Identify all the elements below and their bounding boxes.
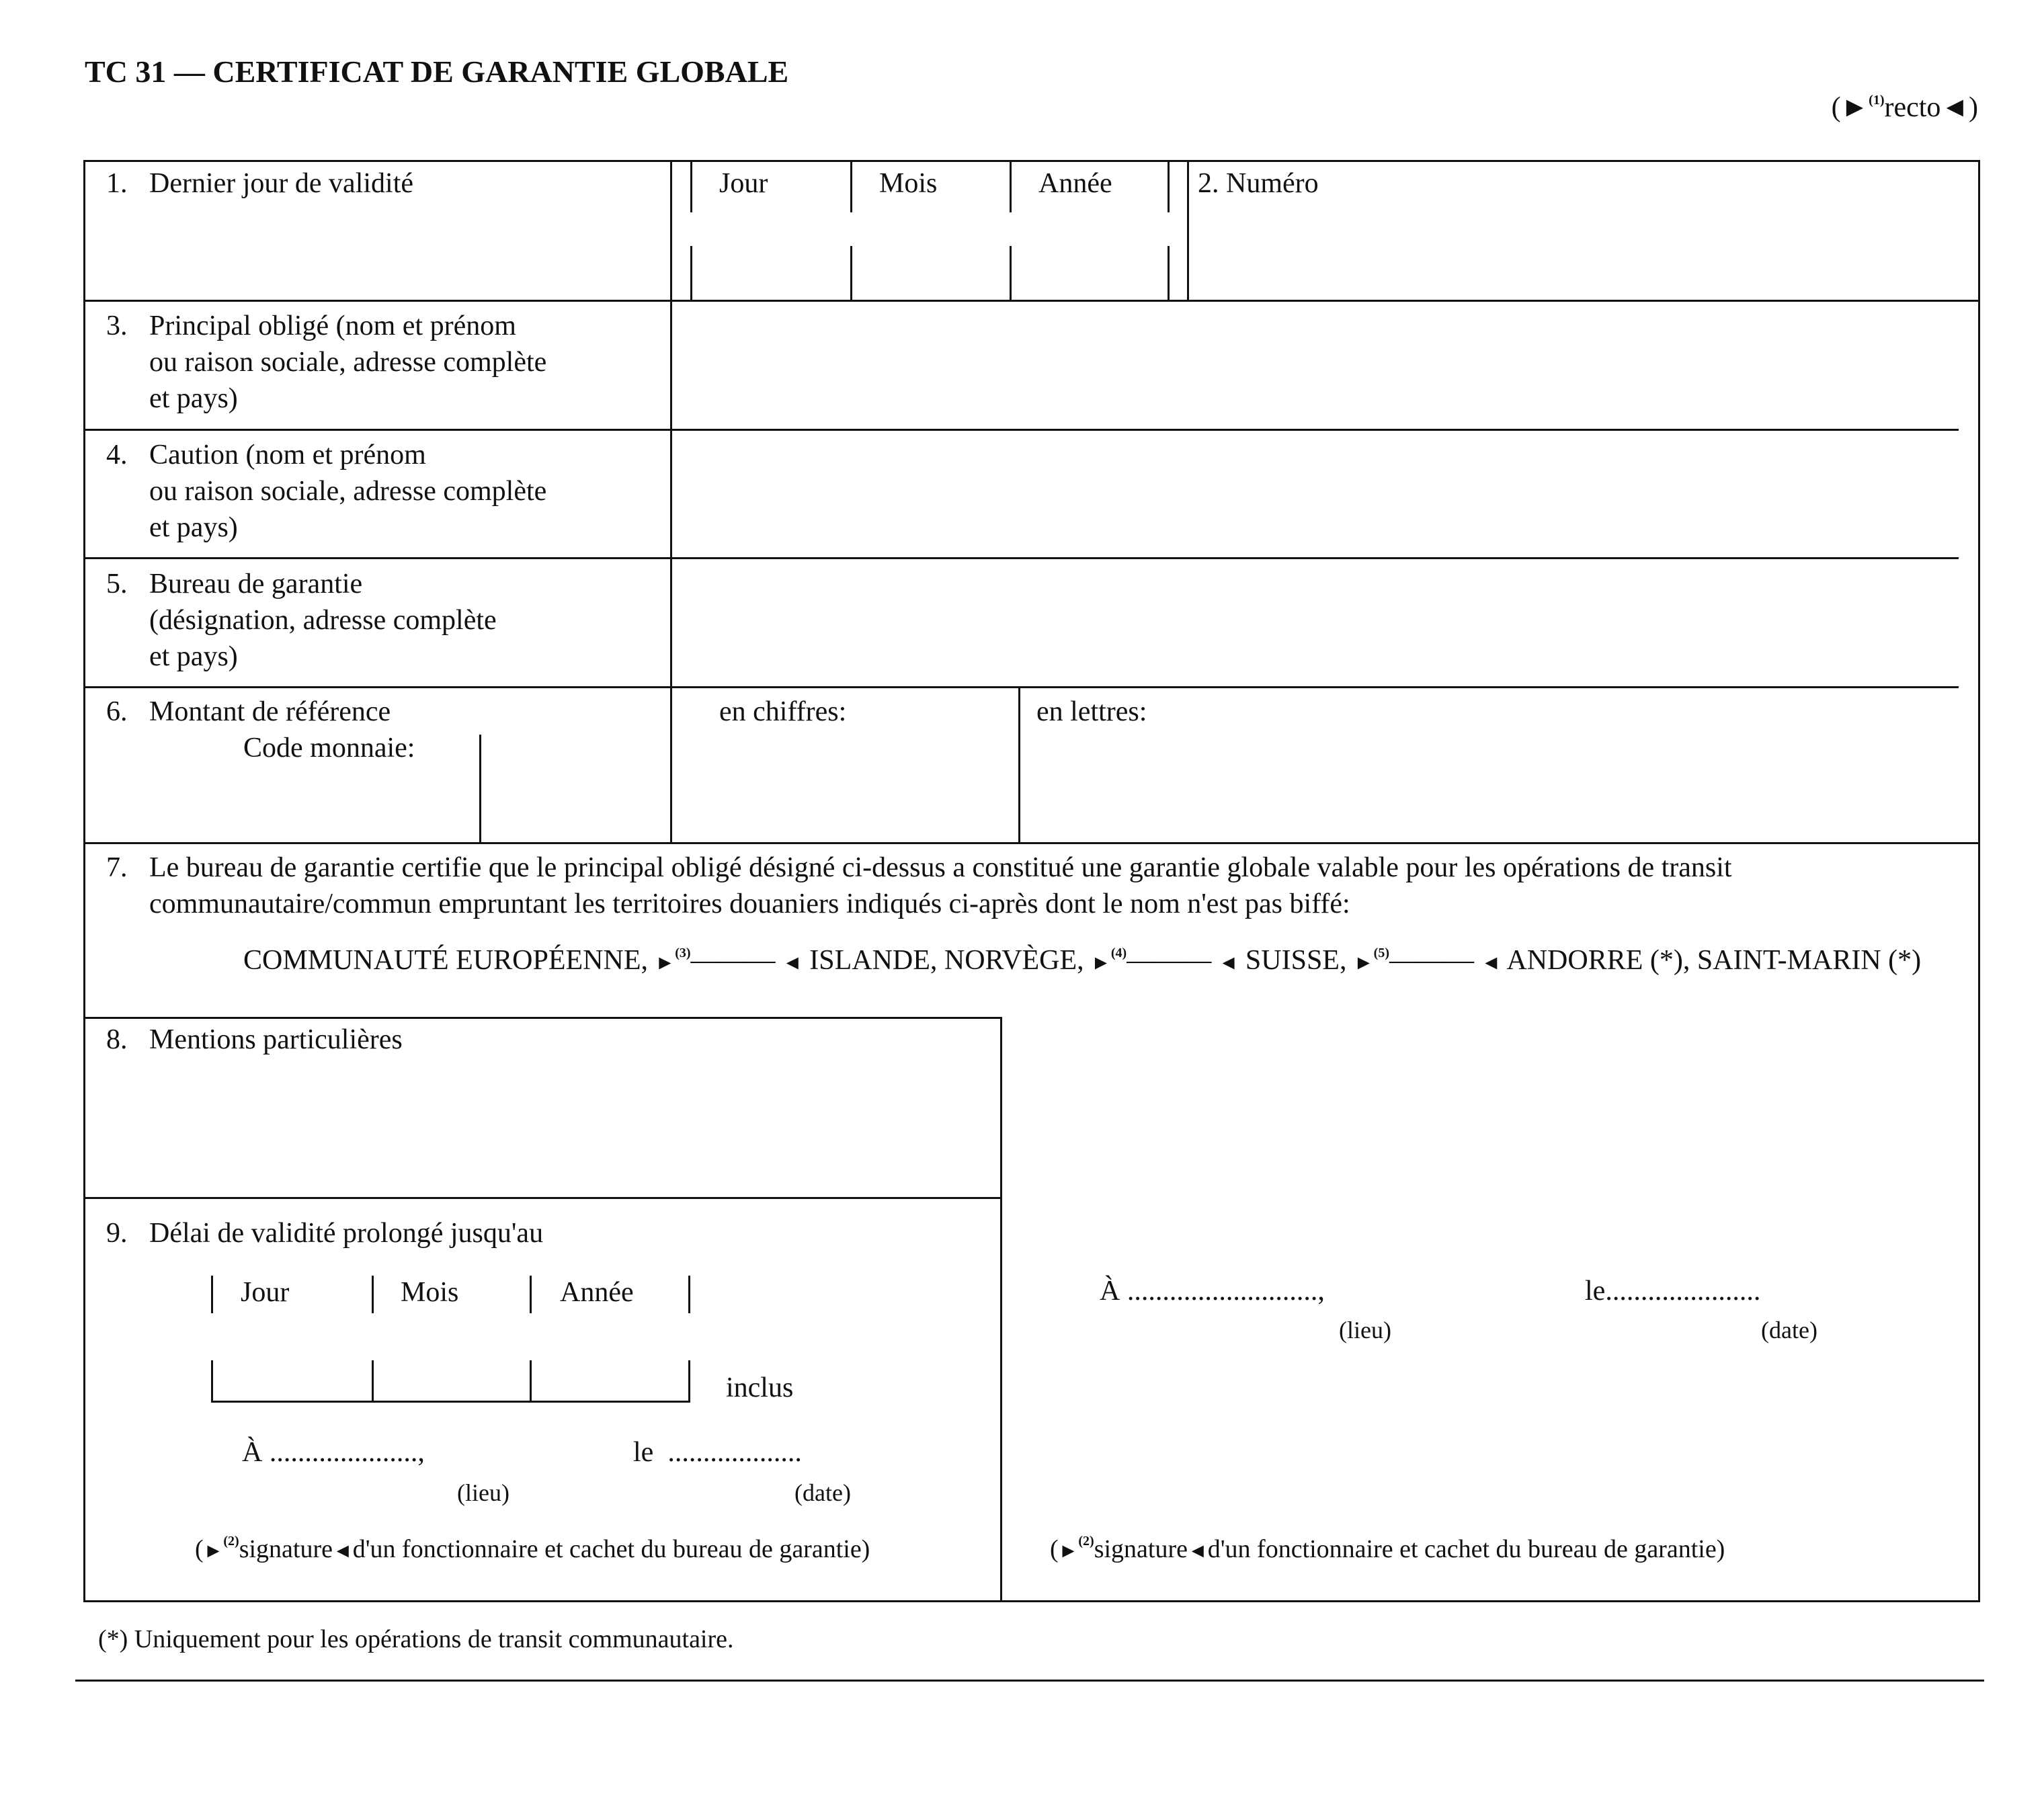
box3-number: 3.	[106, 311, 128, 341]
date-tick	[1168, 246, 1170, 300]
rule-row1-bottom	[83, 300, 1980, 302]
arrow-right-icon: ►	[1058, 1540, 1079, 1562]
box9-date-baseline	[211, 1401, 690, 1403]
date-tick	[850, 246, 852, 300]
arrow-left-icon: ◄	[1218, 952, 1239, 974]
date-tick	[688, 1360, 690, 1402]
box5-line1: Bureau de garantie	[149, 569, 363, 600]
arrow-right-icon: ►	[655, 952, 676, 974]
rule-row5-bottom	[83, 686, 1959, 688]
box1-month-header: Mois	[879, 168, 938, 199]
box1-label: Dernier jour de validité	[149, 168, 414, 199]
box9-date-line	[633, 1434, 802, 1471]
box4-number: 4.	[106, 440, 128, 470]
box6-words-label: en lettres:	[1036, 696, 1147, 727]
right-signature-note: (►$^{(2)}$signature◄d'un fonctionnaire et cachet du bureau de garantie)	[1050, 1534, 1725, 1563]
box4-line1: Caution (nom et prénom	[149, 440, 426, 470]
date-tick	[690, 246, 692, 300]
arrow-right-icon: ►	[1091, 952, 1111, 974]
arrow-left-icon: ◄	[1481, 952, 1502, 974]
right-date-caption: (date)	[1761, 1317, 1817, 1344]
box5-line2: (désignation, adresse complète	[149, 605, 497, 636]
date-tick	[211, 1276, 213, 1313]
arrow-right-icon: ►	[1353, 952, 1374, 974]
box9-place-caption: (lieu)	[457, 1479, 509, 1506]
arrow-left-icon: ◄	[1187, 1540, 1208, 1562]
box9-signature-word: signature	[239, 1535, 333, 1563]
box9-signature-note: (►$^{(2)}$signature◄d'un fonctionnaire et cachet du bureau de garantie)	[195, 1534, 870, 1563]
box9-place-dots: .....................,	[269, 1437, 425, 1468]
arrow-left-icon: ◄	[782, 952, 803, 974]
box3-line2: ou raison sociale, adresse complète	[149, 347, 547, 378]
right-date-dots: ......................	[1605, 1276, 1761, 1307]
rule-box8-bottom	[83, 1197, 1001, 1199]
strike-line: ———	[1389, 945, 1474, 976]
rule-box8-top	[83, 1017, 1001, 1019]
rule-row6-bottom	[83, 842, 1980, 844]
box2-label: 2. Numéro	[1198, 168, 1319, 199]
box1-number: 1.	[106, 168, 128, 199]
right-date-line	[1585, 1273, 1760, 1309]
date-tick	[688, 1276, 690, 1313]
right-date-prefix: le	[1585, 1276, 1606, 1307]
box9-day-header: Jour	[241, 1277, 290, 1308]
recto-text: recto	[1884, 92, 1941, 123]
date-tick	[530, 1360, 532, 1402]
box9-year-header: Année	[560, 1277, 634, 1308]
box6-label: Montant de référence	[149, 696, 391, 727]
box5-number: 5.	[106, 569, 128, 600]
box9-signature-rest: d'un fonctionnaire et cachet du bureau de garantie)	[352, 1535, 870, 1563]
rule-left-column	[670, 160, 672, 842]
date-tick	[1010, 161, 1012, 212]
recto-open: (►	[1831, 92, 1869, 123]
recto-note: (1)	[1869, 93, 1885, 108]
date-tick	[211, 1360, 213, 1402]
recto-label	[1832, 91, 1978, 124]
box4-line3: et pays)	[149, 512, 238, 543]
box9-date-dots: ...................	[667, 1437, 802, 1468]
note-2: (2)	[223, 1534, 239, 1548]
date-tick	[372, 1276, 374, 1313]
box9-date-prefix: le	[633, 1437, 654, 1468]
date-tick	[850, 161, 852, 212]
box8-number: 8.	[106, 1024, 128, 1055]
box5-line3: et pays)	[149, 641, 238, 672]
footnote: (*) Uniquement pour les opérations de transit communautaire.	[98, 1625, 734, 1653]
right-signature-word: signature	[1094, 1535, 1188, 1563]
box9-inclusive: inclus	[726, 1372, 794, 1403]
box8-label: Mentions particulières	[149, 1024, 403, 1055]
box7-line1: Le bureau de garantie certifie que le principal obligé désigné ci-dessus a constitué une garantie globale valable pour les opérations de transit	[149, 852, 1732, 883]
box9-place-line	[242, 1434, 425, 1471]
box7-territories	[243, 942, 1921, 981]
right-place-dots: ...........................,	[1127, 1276, 1325, 1307]
box4-line2: ou raison sociale, adresse complète	[149, 476, 547, 507]
box1-year-header: Année	[1038, 168, 1112, 199]
box9-number: 9.	[106, 1218, 128, 1249]
box9-date-caption: (date)	[794, 1479, 851, 1506]
box1-day-header: Jour	[719, 168, 768, 199]
rule-lower-middle	[1000, 1017, 1002, 1602]
arrow-right-icon: ►	[203, 1540, 224, 1562]
arrow-left-icon: ◄	[332, 1540, 353, 1562]
box9-label: Délai de validité prolongé jusqu'au	[149, 1218, 544, 1249]
box9-month-header: Mois	[401, 1277, 459, 1308]
date-tick	[1010, 246, 1012, 300]
box7-number: 7.	[106, 852, 128, 883]
box3-line1: Principal obligé (nom et prénom	[149, 311, 516, 341]
territory-ec: COMMUNAUTÉ EUROPÉENNE,	[243, 945, 648, 976]
box6-currency-label: Code monnaie:	[243, 733, 415, 763]
strike-line: ———	[1127, 945, 1212, 976]
box6-figures-label: en chiffres:	[719, 696, 847, 727]
strike-line: ———	[690, 945, 776, 976]
note-4: (4)	[1110, 946, 1127, 960]
form-title: TC 31 — CERTIFICAT DE GARANTIE GLOBALE	[85, 54, 789, 89]
right-place-line	[1100, 1273, 1325, 1309]
box6-number: 6.	[106, 696, 128, 727]
right-signature-rest: d'un fonctionnaire et cachet du bureau de garantie)	[1207, 1535, 1725, 1563]
rule-box2-left	[1187, 160, 1189, 300]
territory-andorra-san-marino: ANDORRE (*), SAINT-MARIN (*)	[1506, 945, 1922, 976]
note-3: (3)	[675, 946, 691, 960]
date-tick	[530, 1276, 532, 1313]
date-tick	[690, 161, 692, 212]
date-tick	[1168, 161, 1170, 212]
box3-line3: et pays)	[149, 383, 238, 414]
right-place-caption: (lieu)	[1339, 1317, 1391, 1344]
note-5: (5)	[1373, 946, 1389, 960]
date-tick	[372, 1360, 374, 1402]
box7-line2: communautaire/commun empruntant les territoires douaniers indiqués ci-après dont le nom n'est pas biffé:	[149, 889, 1350, 919]
rule-box6-middle	[1018, 686, 1020, 842]
note-2: (2)	[1078, 1534, 1094, 1548]
rule-row4-bottom	[83, 557, 1959, 559]
territory-iceland-norway: ISLANDE, NORVÈGE,	[809, 945, 1084, 976]
box9-place-prefix: À	[242, 1437, 263, 1468]
rule-row3-bottom	[83, 429, 1959, 431]
right-place-prefix: À	[1100, 1276, 1120, 1307]
rule-currency-box	[479, 735, 481, 842]
territory-switzerland: SUISSE,	[1245, 945, 1347, 976]
bottom-rule	[75, 1680, 1984, 1682]
recto-close: ◄)	[1940, 92, 1978, 123]
